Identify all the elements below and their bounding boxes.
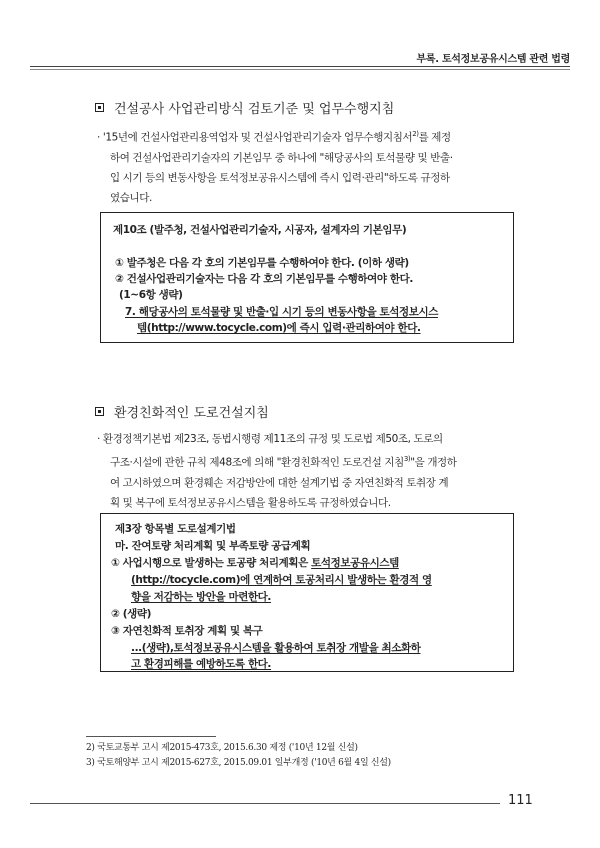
- para-line: 구조·시설에 관한 규칙 제48조에 의해 "환경친화적인 도로건설 지침: [110, 456, 404, 469]
- footnote-ref: 2): [412, 130, 419, 138]
- footnote: 3) 국토해양부 고시 제2015-627호, 2015.09.01 일부개정 ('10년 6월 4일 신설): [86, 758, 391, 768]
- box-title: 제3장 항목별 도로설계기법: [115, 523, 236, 535]
- para-line: 하여 건설사업관리기술자의 기본임무 중 하나에 "해당공사의 토석물량 및 반출·: [110, 151, 453, 164]
- para-line: · '15년에 건설사업관리용역업자 및 건설사업관리기술자 업무수행지침서: [97, 131, 413, 144]
- header-rule-thin: [30, 69, 570, 70]
- footer-rule: [30, 803, 500, 804]
- footnote-rule: [86, 736, 216, 737]
- box-item: ① 발주청은 다음 각 호의 기본임무를 수행하여야 한다. (이하 생략): [115, 257, 409, 269]
- section2-title: [95, 402, 269, 421]
- section1-title-text: 건설공사 사업관리방식 검토기준 및 업무수행지침: [114, 102, 395, 117]
- para-line: 를 제정: [418, 131, 451, 144]
- box-item-underlined: 고 환경피해를 예방하도록 한다.: [131, 658, 272, 670]
- box-item-underlined: ...(생략),토석정보공유시스템을 활용하여 토취장 개발을 최소화하: [131, 642, 421, 654]
- box-item: ① 사업시행으로 발생하는 토공량 처리계획은: [111, 557, 312, 569]
- square-bullet-icon: [95, 103, 104, 112]
- section2-title-text: 환경친화적인 도로건설지침: [114, 406, 269, 421]
- footnote: 2) 국토교통부 고시 제2015-473호, 2015.6.30 제정 ('10년 12월 신설): [86, 743, 358, 753]
- para-line: 획 및 복구에 토석정보공유시스템을 활용하도록 규정하였습니다.: [110, 496, 391, 509]
- header-title: 부록. 토석정보공유시스템 관련 법령: [416, 54, 570, 65]
- para-line: · 환경정책기본법 제23조, 동법시행령 제11조의 규정 및 도로법 제50조, 도로의: [97, 433, 443, 445]
- box-item-underlined: 템(http://www.tocycle.com)에 즉시 입력·관리하여야 한다.: [137, 322, 421, 334]
- box-title: 제10조 (발주청, 건설사업관리기술자, 시공자, 설계자의 기본임무): [113, 224, 407, 236]
- box-item-underlined: 토석정보공유시스템: [311, 557, 399, 569]
- box-item: ③ 자연친화적 토취장 계획 및 복구: [111, 625, 263, 637]
- para-line: 였습니다.: [110, 191, 152, 204]
- law-excerpt-box-2: [100, 513, 514, 672]
- footnote-ref: 3): [403, 455, 411, 463]
- box-item-underlined: 7. 해당공사의 토석물량 및 반출·입 시기 등의 변동사항을 토석정보시스: [125, 306, 438, 318]
- para-line: 여 고시하였으며 환경훼손 저감방안에 대한 설계기법 중 자연친화적 토취장 계: [110, 476, 449, 489]
- box-item-underlined: (http://tocycle.com)에 연계하여 토공처리시 발생하는 환경적 영: [131, 574, 432, 586]
- box-item: (1~6항 생략): [119, 289, 183, 301]
- para-line: 입 시기 등의 변동사항을 토석정보공유시스템에 즉시 입력·관리"하도록 규정하: [110, 171, 450, 184]
- header-rule: [30, 66, 570, 67]
- law-excerpt-box-1: [100, 212, 514, 343]
- section2-paragraph: [97, 429, 515, 513]
- box-item: ② 건설사업관리기술자는 다음 각 호의 기본임무를 수행하여야 한다.: [115, 273, 413, 285]
- page-number: 111: [508, 793, 533, 808]
- box-subtitle: 마. 잔여토량 처리계획 및 부족토량 공급계획: [115, 540, 311, 552]
- section1-title: [95, 98, 394, 117]
- square-bullet-icon: [95, 407, 104, 416]
- box-item-underlined: 향을 저감하는 방안을 마련한다.: [131, 591, 272, 603]
- section1-paragraph: [97, 124, 515, 208]
- para-line: "을 개정하: [410, 456, 457, 469]
- box-item: ② (생략): [111, 608, 152, 620]
